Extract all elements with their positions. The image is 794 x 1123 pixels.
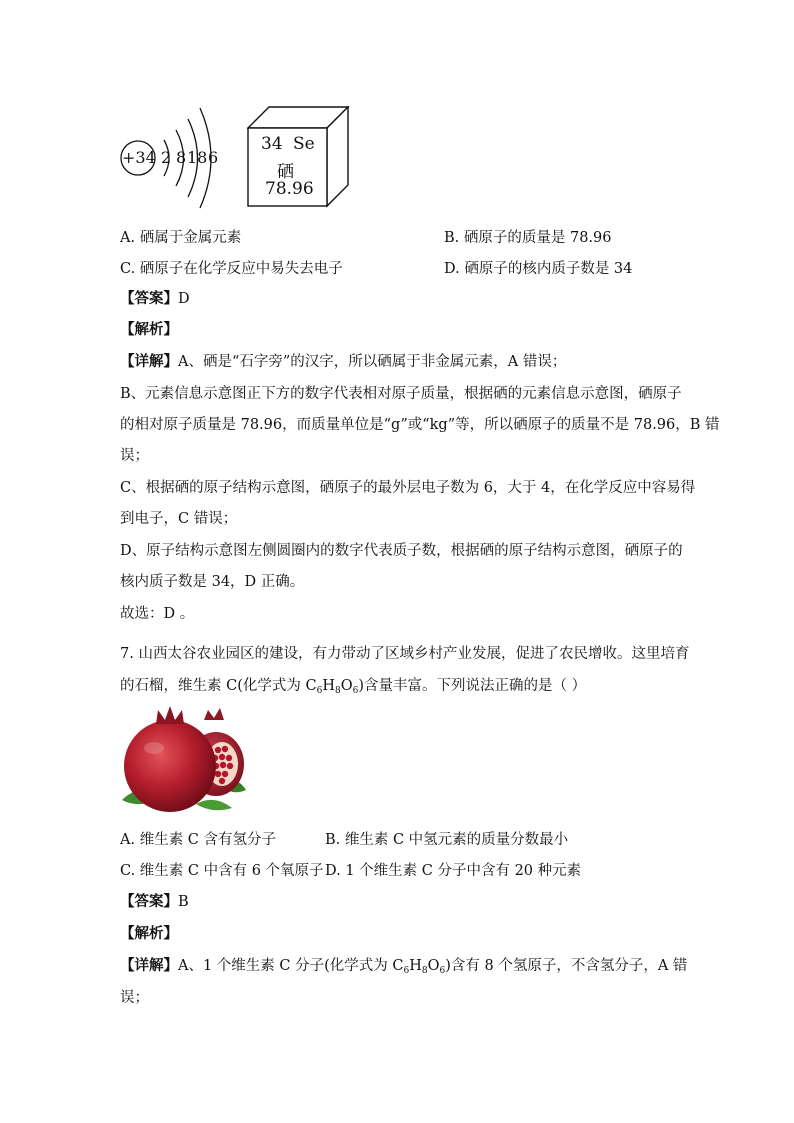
- q7-option-d: D. 1 个维生素 C 分子中含有 20 种元素: [325, 863, 582, 879]
- q6-conclusion: 故选：D 。: [120, 606, 195, 622]
- pomegranate-image: [118, 704, 248, 816]
- q7-answer: [120, 892, 189, 912]
- q6-option-a: A. 硒属于金属元素: [120, 230, 242, 246]
- q7-detail-line-1: 【详解】A、1 个维生素 C 分子(化学式为 $C_6H_8O_6$)含有 8 个氢原子，不含氢分子，A 错: [120, 957, 688, 976]
- q7-option-c: C. 维生素 C 中含有 6 个氧原子: [120, 863, 324, 879]
- q7-option-a: A. 维生素 C 含有氢分子: [120, 832, 277, 848]
- shell-electrons-2: 8: [176, 148, 187, 167]
- q6-option-c: C. 硒原子在化学反应中易失去电子: [120, 261, 343, 277]
- element-name: 硒: [277, 162, 294, 182]
- q6-detail-line-6: 到电子，C 错误；: [120, 511, 238, 527]
- answer-value: D: [178, 291, 190, 307]
- q6-detail-line-7: D、原子结构示意图左侧圆圈内的数字代表质子数，根据硒的原子结构示意图，硒原子的: [120, 543, 683, 559]
- detail-label: 【详解】: [120, 957, 178, 974]
- answer-label: 【答案】: [120, 893, 178, 910]
- nucleus-charge: +34: [122, 148, 156, 167]
- q6-analysis-label: 【解析】: [120, 321, 178, 338]
- detail-label: 【详解】: [120, 353, 178, 370]
- shell-electrons-4: 6: [208, 148, 219, 167]
- q7-detail-line-2: 误；: [120, 990, 149, 1006]
- answer-label: 【答案】: [120, 290, 178, 307]
- q6-option-d: D. 硒原子的核内质子数是 34: [444, 261, 633, 277]
- q6-detail-line-3: 的相对原子质量是 78.96，而质量单位是“g”或“kg”等，所以硒原子的质量不是 78.96，B 错: [120, 417, 720, 433]
- q6-answer: [120, 289, 190, 309]
- element-mass: 78.96: [265, 179, 314, 199]
- q6-option-b: B. 硒原子的质量是 78.96: [444, 230, 612, 246]
- q7-analysis-label: 【解析】: [120, 925, 178, 942]
- shell-electrons-3: 18: [187, 148, 208, 167]
- q6-detail-line-4: 误；: [120, 448, 149, 464]
- detail-text: A、硒是“石字旁”的汉字，所以硒属于非金属元素，A 错误；: [178, 354, 567, 370]
- element-info-cube: [247, 106, 351, 208]
- pomegranate-svg: [118, 704, 248, 816]
- q7-stem-line-1: 7. 山西太谷农业园区的建设，有力带动了区域乡村产业发展，促进了农民增收。这里培育: [120, 646, 690, 662]
- q6-detail-line-2: B、元素信息示意图正下方的数字代表相对原子质量，根据硒的元素信息示意图，硒原子: [120, 386, 682, 402]
- q7-stem-line-2: 的石榴，维生素 C(化学式为 $C_6H_8O_6$)含量丰富。下列说法正确的是（ ）: [120, 678, 587, 696]
- element-atomic-number: 34: [261, 134, 283, 154]
- q6-detail-line-5: C、根据硒的原子结构示意图，硒原子的最外层电子数为 6，大于 4，在化学反应中容易得: [120, 480, 696, 496]
- q6-detail-line-1: [120, 352, 566, 372]
- atom-structure-diagram: [118, 104, 228, 214]
- element-symbol: Se: [293, 134, 315, 154]
- shell-electrons-1: 2: [161, 148, 172, 167]
- answer-value: B: [178, 894, 189, 910]
- q6-detail-line-8: 核内质子数是 34，D 正确。: [120, 574, 305, 590]
- q7-option-b: B. 维生素 C 中氢元素的质量分数最小: [325, 832, 569, 848]
